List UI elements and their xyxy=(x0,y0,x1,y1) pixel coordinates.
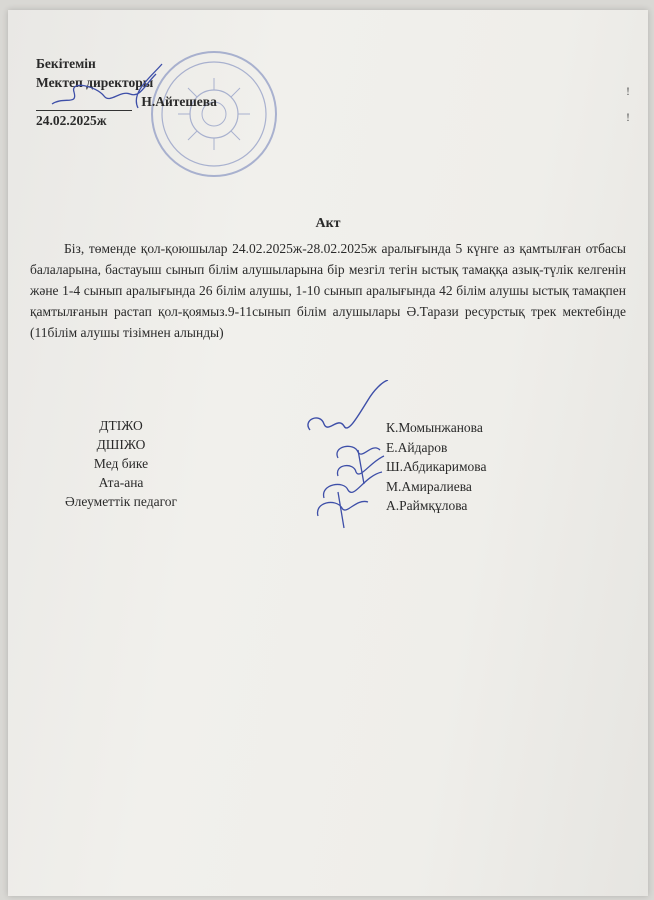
act-body-text: Біз, төменде қол-қоюшылар 24.02.2025ж-28.02.2025ж аралығында 5 күнге аз қамтылған отбасы балаларына, бастауыш сынып білім алушыларына бір мезгіл тегін ыстық тамаққа азық-түлік келгенін және 1-4 сынып аралығында 26 білім алушы, 1-10 сынып аралығында 42 білім алушы ыстық тамақпен қамтылғанын растап қол-қоямыз.9-11сынып білім алушылары Ә.Тарази ресурстық трек мектебінде (11білім алушы тізімнен алынды) xyxy=(30,241,626,340)
signatory-name: К.Момынжанова xyxy=(386,420,483,435)
signatory-name: А.Раймқұлова xyxy=(386,498,468,513)
role-item: ДТІЖО xyxy=(99,418,143,433)
signatory-name: М.Амиралиева xyxy=(386,478,472,494)
margin-marks xyxy=(626,78,630,130)
signatory-name: Е.Айдаров xyxy=(386,439,448,455)
approval-date: 24.02.2025ж xyxy=(36,113,107,128)
signatory-roles xyxy=(48,416,194,511)
approval-label: Бекітемін xyxy=(36,56,96,71)
signatory-name: Ш.Абдикаримова xyxy=(386,459,487,474)
margin-mark: ! xyxy=(626,110,630,124)
role-item: ДШІЖО xyxy=(96,437,146,452)
margin-mark: ! xyxy=(626,84,630,98)
director-signature xyxy=(34,56,174,126)
role-item: Әлеуметтік педагог xyxy=(64,494,178,509)
document-title: Акт xyxy=(315,216,341,231)
role-item: Ата-ана xyxy=(98,475,144,490)
director-title: Мектеп директоры xyxy=(36,75,154,90)
document-page xyxy=(8,10,648,896)
director-name: Н.Айтешева xyxy=(141,94,217,109)
signatory-names xyxy=(386,418,487,516)
role-item: Мед бике xyxy=(93,456,149,471)
